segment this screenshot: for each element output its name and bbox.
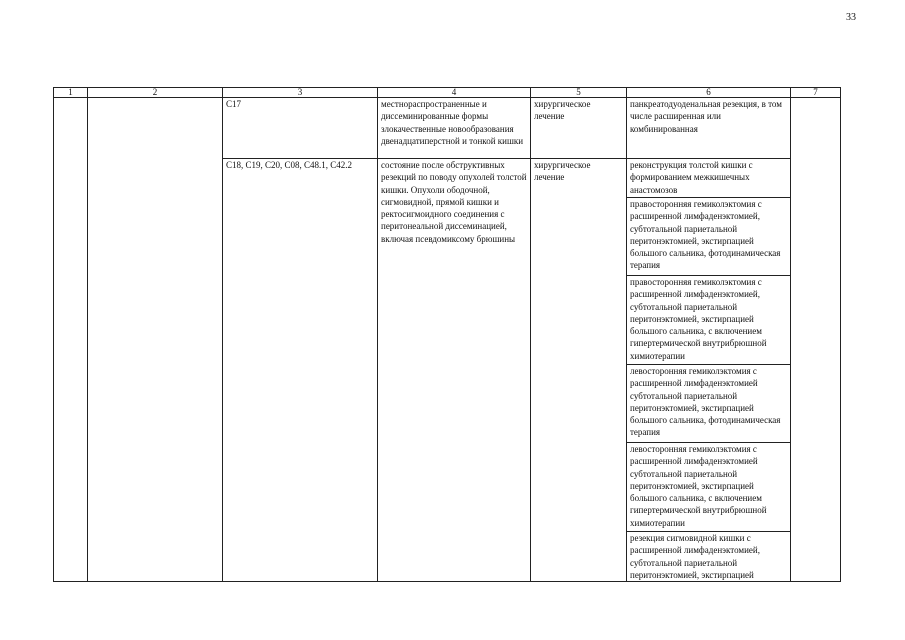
table-row	[54, 98, 841, 159]
cell-col1	[54, 98, 88, 582]
method-cell: левосторонняя гемиколэктомия с расширенной лимфаденэктомией субтотальной париетальной перитонэктомией, экстирпацией большого сальника, фотодинамическая терапия	[627, 365, 791, 443]
method-cell: правосторонняя гемиколэктомия с расширенной лимфаденэктомией, субтотальной париетальной перитонэктомией, экстирпацией большого сальника, с включением гипертермической внутрибрюшной химиотерапии	[627, 276, 791, 365]
method-cell: резекция сигмовидной кишки с расширенной лимфаденэктомией, субтотальной париетальной перитонэктомией, экстирпацией	[627, 532, 791, 582]
column-number: 3	[223, 88, 378, 98]
treatment-type-cell: хирургическое лечение	[531, 98, 627, 159]
method-cell: реконструкция толстой кишки с формированием межкишечных анастомозов	[627, 159, 791, 198]
condition-cell: состояние после обструктивных резекций по поводу опухолей толстой кишки. Опухоли ободочной, сигмовидной, прямой кишки и ректосигмоидного соединения с перитонеальной диссеминацией, включая псевдомиксому брюшины	[378, 159, 531, 582]
treatment-type-cell: хирургическое лечение	[531, 159, 627, 582]
column-number-row	[54, 88, 841, 98]
method-cell: правосторонняя гемиколэктомия с расширенной лимфаденэктомией, субтотальной париетальной перитонэктомией, экстирпацией большого сальника, фотодинамическая терапия	[627, 198, 791, 276]
column-number: 1	[54, 88, 88, 98]
method-cell: левосторонняя гемиколэктомия с расширенной лимфаденэктомией субтотальной париетальной перитонэктомией, экстирпацией большого сальника, с включением гипертермической внутрибрюшной химиотерапии	[627, 443, 791, 532]
medical-care-table	[53, 87, 841, 582]
icd-codes-cell: C18, C19, C20, C08, C48.1, C42.2	[223, 159, 378, 582]
condition-cell: местнораспространенные и диссеминированные формы злокачественные новообразования двенадцатиперстной и тонкой кишки	[378, 98, 531, 159]
column-number: 4	[378, 88, 531, 98]
icd-codes-cell: C17	[223, 98, 378, 159]
column-number: 5	[531, 88, 627, 98]
column-number: 7	[791, 88, 841, 98]
page-number: 33	[846, 12, 856, 23]
method-cell: панкреатодуоденальная резекция, в том числе расширенная или комбинированная	[627, 98, 791, 159]
cell-col2	[88, 98, 223, 582]
cell-col7	[791, 98, 841, 582]
column-number: 2	[88, 88, 223, 98]
column-number: 6	[627, 88, 791, 98]
